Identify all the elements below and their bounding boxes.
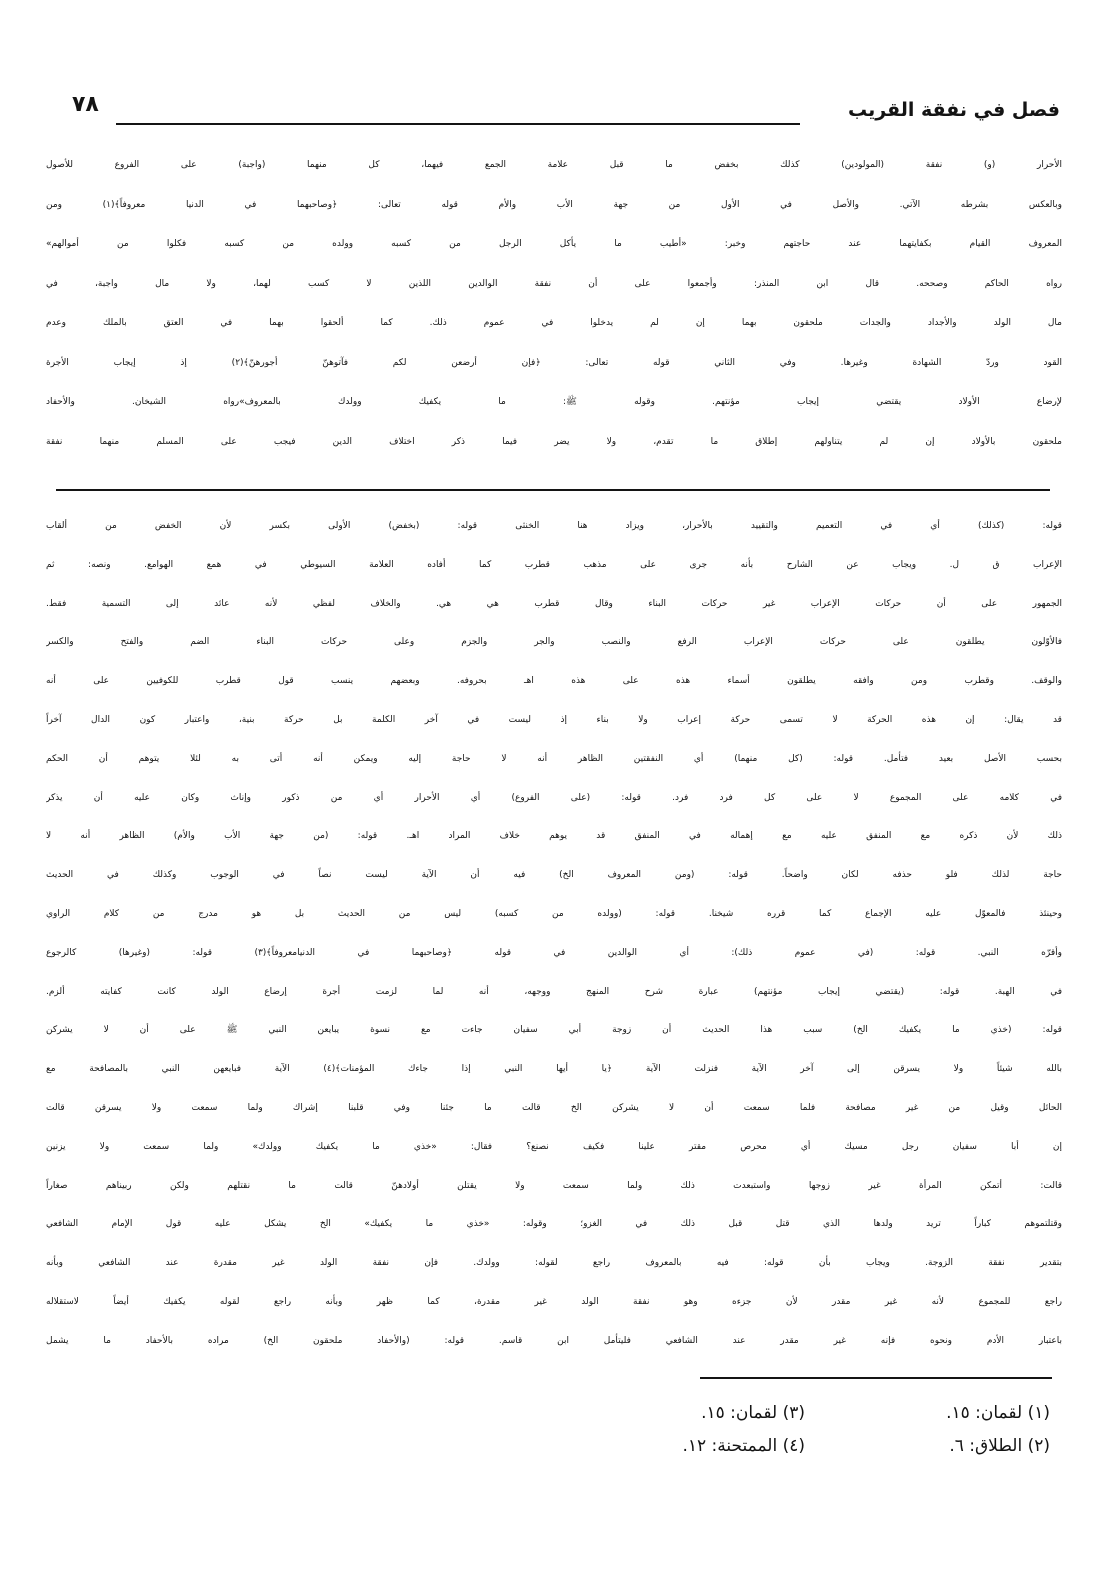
main-text-line: المعروف القيام بكفايتهما عند حاجتهم وخبر: «أطيب ما يأكل الرجل من كسبه وولده من كسبه فكلوا من أموالهم» bbox=[46, 239, 1062, 249]
commentary-line: حاجة لذلك فلو حذفه لكان واضحاً. قوله: (ومن المعروف الخ) فيه أن الآية ليست نصاً في الوجوب وكذلك في الحديث bbox=[46, 870, 1062, 881]
commentary-line: الجمهور على أن حركات الإعراب غير حركات البناء وقال قطرب هي هي. والخلاف لفظي لأنه عائد إلى التسمية فقط. bbox=[46, 598, 1062, 609]
commentary-line: الإعراب ق ل. ويجاب عن الشارح بأنه جرى على مذهب قطرب كما أفاده العلامة السيوطي في همع الهوامع. ونصه: ثم bbox=[46, 559, 1062, 570]
commentary-line: قوله: (خذي ما يكفيك الخ) سبب هذا الحديث أن زوجة أبي سفيان جاءت مع نسوة يبايعن النبي ﷺ على أن لا يشركن bbox=[46, 1025, 1062, 1036]
commentary-line: بتقدير نفقة الزوجة. ويجاب بأن قوله: فيه بالمعروف راجع لقوله: وولدك. فإن نفقة الولد غير مقدرة عند الشافعي وبأنه bbox=[46, 1258, 1062, 1269]
commentary-line: في الهبة. قوله: (يقتضي إيجاب مؤنتهم) عبارة شرح المنهج ووجهه، أنه لما لزمت أجرة إرضاع الولد كانت كفايته ألزم. bbox=[46, 986, 1062, 997]
commentary-line: إن أبا سفيان رجل مسيك أي محرص مقتر علينا فكيف نصنع؟ فقال: «خذي ما يكفيك وولدك» ولما سمعت ولا يزنين bbox=[46, 1141, 1062, 1152]
commentary-line: وأقرّه النبي. قوله: (في عموم ذلك): أي الوالدين في قوله ﴿وصاحبهما في الدنيامعروفاً﴾(٣) قوله: (وغيرها) كالرجوع bbox=[46, 947, 1062, 958]
header-rule bbox=[116, 123, 800, 125]
commentary-line: والوقف. وقطرب ومن وافقه يطلقون أسماء هذه على هذه اهـ بحروفه. وبعضهم ينسب قول قطرب للكوفيين على أنه bbox=[46, 676, 1062, 687]
main-text-line: ملحقون بالأولاد إن لم يتناولهم إطلاق ما تقدم، ولا يضر فيما ذكر اختلاف الدين فيجب على المسلم منهما نفقة bbox=[46, 436, 1062, 447]
footnote-item: (٣) لقمان: ١٥. bbox=[701, 1403, 805, 1423]
commentary-line: راجع للمجموع لأنه غير مقدر لأن جزءه وهو نفقة الولد غير مقدرة، كما ظهر وبأنه راجع لقوله يكفيك أيضاً لاستقلاله bbox=[46, 1296, 1062, 1307]
main-text-line: القود وردّ الشهادة وغيرها. وفي الثاني قوله تعالى: ﴿فإن أرضعن لكم فآتوهنّ أجورهنّ﴾(٢) إذ إيجاب الأجرة bbox=[46, 357, 1062, 368]
commentary-line: وقتلتموهم كباراً تريد ولدها الذي قتل قبل ذلك في الغزو؛ وقوله: «خذي ما يكفيك» الخ يشكل عليه قول الإمام الشافعي bbox=[46, 1219, 1062, 1230]
main-text-line: مال الولد والأجداد والجدات ملحقون بهما إن لم يدخلوا في عموم ذلك. كما ألحقوا بهما في العتق بالملك وعدم bbox=[46, 318, 1062, 328]
main-text-line: الأحرار (و) نفقة (المولودين) كذلك بخفض ما قبل علامة الجمع فيهما، كل منهما (واجبة) على الفروع للأصول bbox=[46, 160, 1062, 170]
footnote-item: (٢) الطلاق: ٦. bbox=[949, 1436, 1050, 1456]
section-title: فصل في نفقة القريب bbox=[847, 99, 1060, 121]
commentary-line: ذلك لأن ذكره مع المنفق عليه مع إهماله في المنفق قد يوهم خلاف المراد اهـ. قوله: (من جهة الأب والأم) الظاهر أنه لا bbox=[46, 831, 1062, 842]
commentary-line: في كلامه على المجموع لا على كل فرد فرد. قوله: (على الفروع) أي الأحرار أي من ذكور وإناث وكان عليه أن يذكر bbox=[46, 792, 1062, 803]
commentary-text bbox=[46, 507, 1062, 1361]
commentary-line: باعتبار الأدم ونحوه فإنه غير مقدر عند الشافعي فليتأمل ابن قاسم. قوله: (والأحفاد ملحقون الخ) مراده بالأحفاد ما يشمل bbox=[46, 1335, 1062, 1346]
commentary-divider bbox=[56, 489, 1050, 491]
footnote-item: (١) لقمان: ١٥. bbox=[946, 1403, 1050, 1423]
commentary-line: قد يقال: إن هذه الحركة لا تسمى حركة إعراب ولا بناء إذ ليست في آخر الكلمة بل حركة بنية، واعتبار كون الدال آخراً bbox=[46, 714, 1062, 725]
commentary-line: بالله شيئاً ولا يسرقن إلى آخر الآية فنزلت الآية ﴿يا أيها النبي إذا جاءك المؤمنات﴾(٤) الآية فبايعهن النبي بالمصافحة مع bbox=[46, 1064, 1062, 1075]
commentary-line: الحائل وقيل من غير مصافحة فلما سمعت أن لا يشركن الخ قالت ما جئنا وفي قلبنا إشراك ولما سمعت ولا يسرقن قالت bbox=[46, 1102, 1062, 1113]
commentary-line: وحينئذ فالمعوّل عليه الإجماع كما قرره شيخنا. قوله: (وولده من كسبه) ليس من الحديث بل هو مدرج من كلام الراوي bbox=[46, 908, 1062, 919]
page-number: ٧٨ bbox=[72, 92, 99, 117]
footnote-divider bbox=[700, 1377, 1052, 1379]
main-text-line: رواه الحاكم وصححه. قال ابن المنذر: وأجمعوا على أن نفقة الوالدين اللذين لا كسب لهما، ولا مال واجبة، في bbox=[46, 278, 1062, 289]
commentary-line: بحسب الأصل بعيد فتأمل. قوله: (كل منهما) أي النفقتين الظاهر أنه لا حاجة إليه ويمكن أنه أتى به لئلا يتوهم أن الحكم bbox=[46, 753, 1062, 764]
main-text bbox=[46, 146, 1062, 462]
commentary-line: فالأوّلون يطلقون على حركات الإعراب الرفع والنصب والجر والجزم وعلى حركات البناء الضم والفتح والكسر bbox=[46, 637, 1062, 648]
footnote-item: (٤) الممتحنة: ١٢. bbox=[682, 1436, 805, 1456]
main-text-line: وبالعكس بشرطه الآتي. والأصل في الأول من جهة الأب والأم قوله تعالى: ﴿وصاحبهما في الدنيا معروفاً﴾(١) ومن bbox=[46, 199, 1062, 210]
commentary-line: قوله: (كذلك) أي في التعميم والتقييد بالأحرار، ويزاد هنا الخنثى قوله: (بخفض) الأولى بكسر لأن الخفض من ألقاب bbox=[46, 521, 1062, 531]
commentary-line: قالت: أتمكن المرأة غير زوجها واستبعدت ذلك ولما سمعت ولا يقتلن أولادهنّ قالت ما نقتلهم ولكن ربيناهم صغاراً bbox=[46, 1180, 1062, 1191]
main-text-line: لإرضاع الأولاد يقتضي إيجاب مؤنتهم. وقوله ﷺ: ما يكفيك وولدك بالمعروف»رواه الشيخان. والأحفاد bbox=[46, 397, 1062, 407]
